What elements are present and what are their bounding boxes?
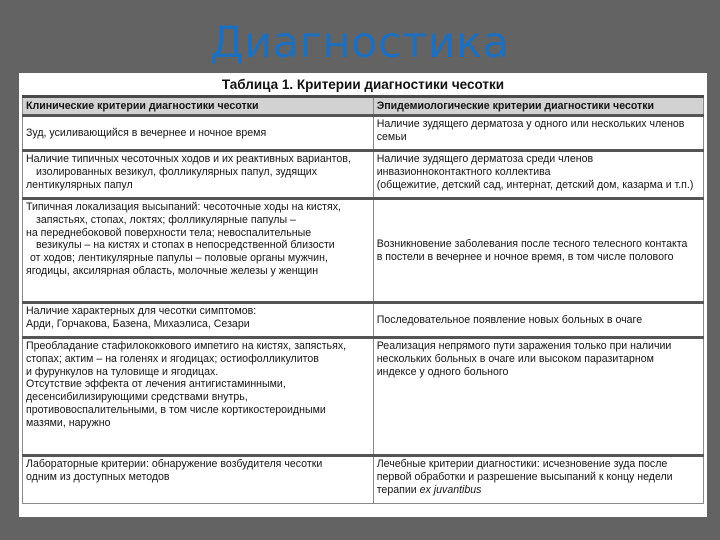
epidemiological-cell	[373, 456, 703, 504]
cell-text: на переднебоковой поверхности тела; невоспалительные	[26, 226, 312, 239]
cell-text: изолированных везикул, фолликулярных папул, зудящих	[36, 165, 317, 178]
header-clinical-criteria: Клинические критерии диагностики чесотки	[23, 97, 374, 116]
cell-text: Зуд, усиливающийся в вечернее и ночное время	[26, 126, 267, 139]
cell-text-prefix: терапии	[376, 483, 420, 496]
cell-text: индексе у одного больного	[376, 365, 509, 378]
cell-text: семьи	[376, 130, 407, 143]
cell-text: стопах; актим – на голенях и ягодицах; остиофолликулитов	[26, 352, 319, 365]
cell-text: инвазионноконтактного коллектива	[376, 165, 551, 178]
cell-text: от ходов; лентикулярные папулы – половые органы мужчин,	[30, 252, 328, 265]
epidemiological-cell	[373, 303, 703, 338]
epidemiological-cell	[373, 199, 703, 303]
clinical-cell	[23, 303, 374, 338]
cell-text: одним из доступных методов	[26, 470, 170, 483]
epidemiological-cell	[373, 151, 703, 199]
epidemiological-cell	[373, 338, 703, 456]
table-header-row	[23, 97, 704, 116]
clinical-cell	[23, 199, 374, 303]
cell-text: Лабораторные критерии: обнаружение возбудителя чесотки	[26, 458, 323, 470]
cell-text: Наличие характерных для чесотки симптомов:	[26, 305, 257, 317]
slide-title: Диагностика	[210, 18, 510, 68]
cell-text: десенсибилизирующими средствами внутрь,	[26, 391, 248, 404]
cell-text: везикулы – на кистях и стопах в непосредственной близости	[36, 239, 335, 252]
table-row	[23, 303, 704, 338]
cell-text: ягодицы, аксилярная область, молочные железы у женщин	[26, 264, 319, 277]
clinical-cell	[23, 338, 374, 456]
table-row	[23, 151, 704, 199]
table-caption: Таблица 1. Критерии диагностики чесотки	[221, 77, 505, 92]
epidemiological-cell	[373, 116, 703, 151]
table-row	[23, 456, 704, 504]
cell-text: в постели в вечернее и ночное время, в том числе полового	[376, 250, 674, 263]
cell-text: Лечебные критерии диагностики: исчезновение зуда после	[376, 458, 668, 470]
cell-text: лентикулярных папул	[26, 178, 133, 191]
clinical-cell	[23, 456, 374, 504]
clinical-cell	[23, 116, 374, 151]
cell-text: Типичная локализация высыпаний: чесоточные ходы на кистях,	[26, 201, 341, 213]
clinical-cell	[23, 151, 374, 199]
table-row	[23, 199, 704, 303]
cell-text: Арди, Горчакова, Базена, Михаэлиса, Сезари	[26, 317, 250, 330]
cell-text: Наличие зудящего дерматоза среди членов	[376, 153, 594, 165]
cell-text: первой обработки и разрешение высыпаний к концу недели	[376, 470, 673, 483]
cell-text: запястьях, стопах, локтях; фолликулярные папулы –	[36, 213, 296, 226]
table-row	[23, 116, 704, 151]
cell-text: Возникновение заболевания после тесного телесного контакта	[376, 237, 688, 250]
cell-text: и фурункулов на туловище и ягодицах.	[26, 365, 219, 378]
latin-phrase: ex juvantibus	[419, 483, 482, 496]
cell-text: нескольких больных в очаге или высоком паразитарном	[376, 352, 654, 365]
table-row	[23, 338, 704, 456]
criteria-table	[22, 95, 704, 504]
cell-text: Наличие типичных чесоточных ходов и их реактивных вариантов,	[26, 153, 351, 165]
cell-text: Преобладание стафилококкового импетиго на кистях, запястьях,	[26, 340, 347, 352]
cell-text: противовоспалительными, в том числе кортикостероидными	[26, 403, 326, 416]
criteria-table-image	[19, 73, 707, 517]
cell-text-last	[377, 484, 700, 497]
cell-text: Реализация непрямого пути заражения только при наличии	[376, 340, 672, 352]
cell-text: Отсутствие эффекта от лечения антигистаминными,	[26, 378, 286, 391]
cell-text: мазями, наружно	[26, 416, 111, 429]
header-epidemiological-criteria: Эпидемиологические критерии диагностики чесотки	[373, 97, 703, 116]
cell-text: (общежитие, детский сад, интернат, детский дом, казарма и т.п.)	[376, 178, 694, 191]
cell-text: Последовательное появление новых больных в очаге	[376, 313, 643, 326]
cell-text: Наличие зудящего дерматоза у одного или нескольких членов	[376, 118, 685, 130]
